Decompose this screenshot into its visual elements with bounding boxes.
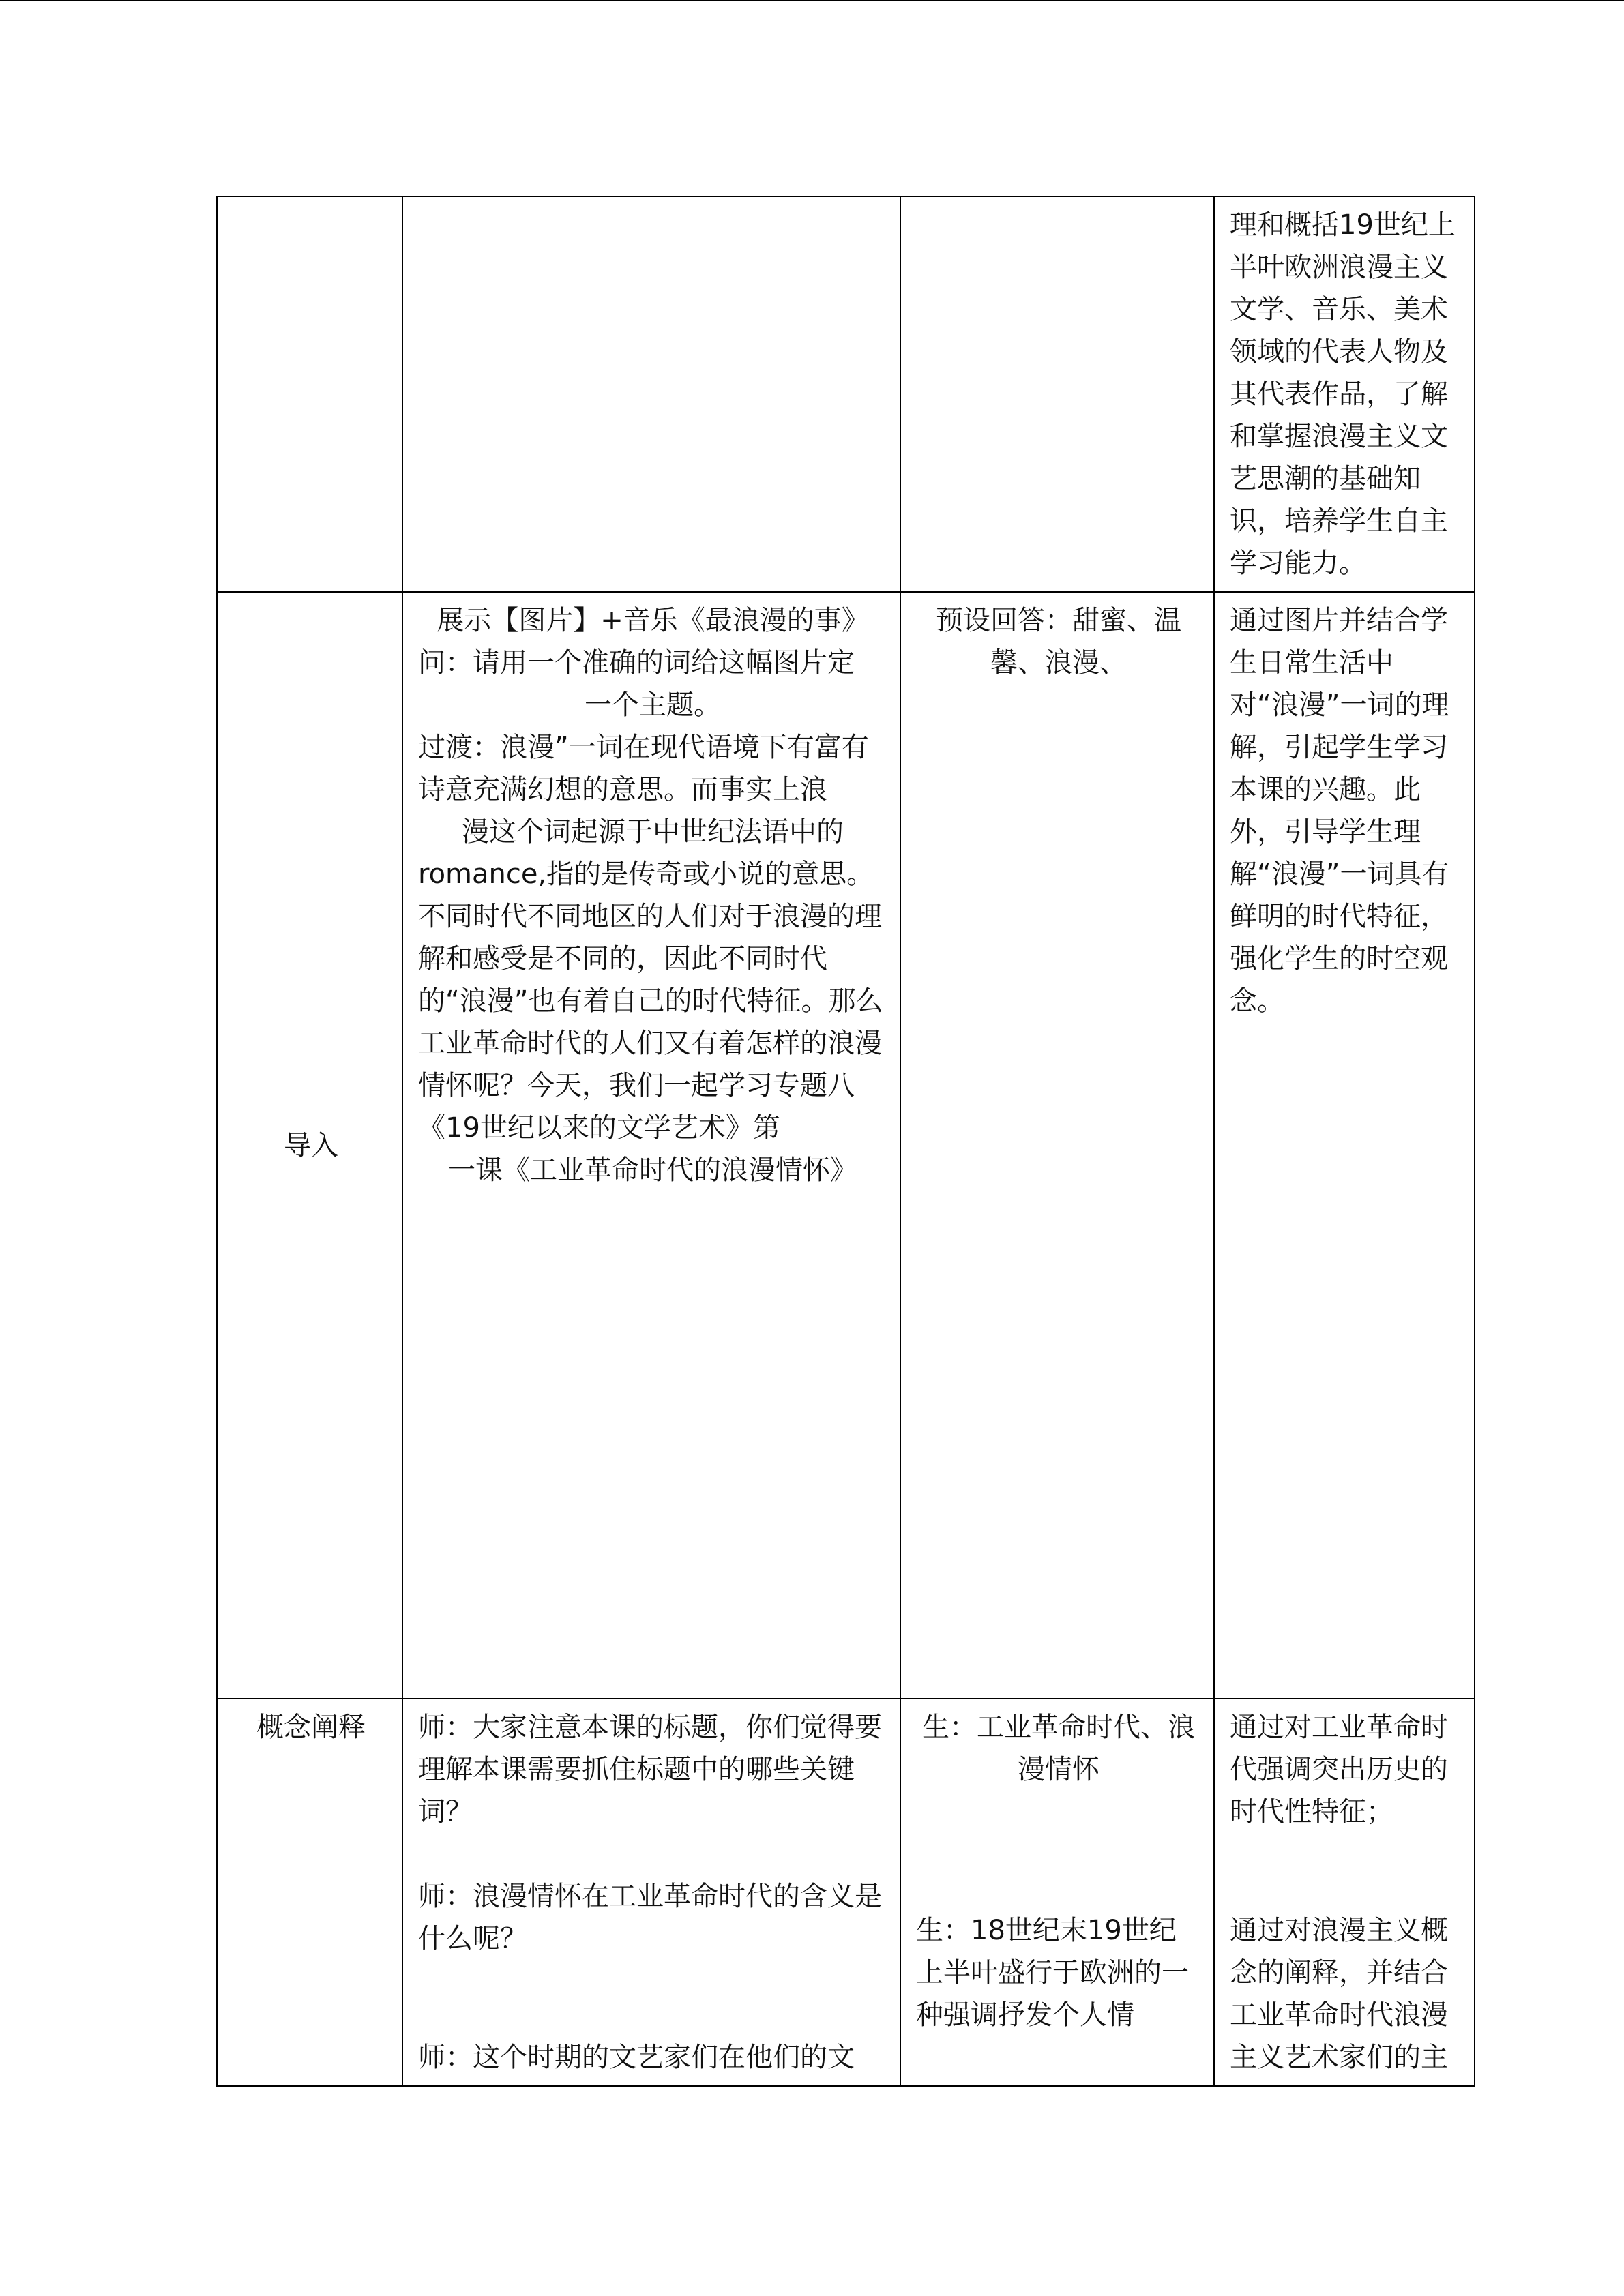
design-purpose-text: 理和概括19世纪上半叶欧洲浪漫主义文学、音乐、美术领域的代表人物及其代表作品，了解和掌握浪漫主义文艺思潮的基础知识，培养学生自主学习能力。 xyxy=(1230,209,1456,579)
teacher-activity-cell xyxy=(402,196,900,592)
design-purpose-cell xyxy=(1214,592,1475,1699)
table-row xyxy=(217,196,1475,592)
lesson-plan-table xyxy=(216,196,1475,2087)
design-purpose-cell xyxy=(1214,1699,1475,2086)
teacher-text: romance,指的是传奇或小说的意思。不同时代不同地区的人们对于浪漫的理解和感受是不同的，因此不同时代的“浪漫”也有着自己的时代特征。那么工业革命时代的人们又有着怎样的浪漫情怀呢？今天，我们一起学习专题八《19世纪以来的文学艺术》第 xyxy=(418,859,883,1144)
stage-label: 概念阐释 xyxy=(256,1712,366,1743)
teacher-activity-cell xyxy=(402,1699,900,2086)
student-text: 生：18世纪末19世纪上半叶盛行于欧洲的一种强调抒发个人情 xyxy=(916,1915,1189,2031)
teacher-text: 师：这个时期的文艺家们在他们的文 xyxy=(418,2042,855,2073)
table-row xyxy=(217,1699,1475,2086)
student-text: 预设回答：甜蜜、温馨、浪漫、 xyxy=(936,605,1181,679)
teacher-text: 一课《工业革命时代的浪漫情怀》 xyxy=(448,1154,857,1186)
student-activity-cell xyxy=(900,196,1214,592)
stage-cell xyxy=(217,592,402,1699)
design-purpose-cell xyxy=(1214,196,1475,592)
teacher-text: 展示【图片】+音乐《最浪漫的事》 xyxy=(437,605,869,636)
teacher-text: 师：浪漫情怀在工业革命时代的含义是什么呢？ xyxy=(418,1881,882,1954)
design-purpose-text: 通过对浪漫主义概念的阐释，并结合工业革命时代浪漫主义艺术家们的主 xyxy=(1230,1915,1448,2073)
table-row xyxy=(217,592,1475,1699)
teacher-activity-cell xyxy=(402,592,900,1699)
student-activity-cell xyxy=(900,1699,1214,2086)
teacher-text: 一个主题。 xyxy=(585,689,721,721)
student-activity-cell xyxy=(900,592,1214,1699)
teacher-text: 问：请用一个准确的词给这幅图片定 xyxy=(418,647,855,679)
teacher-text: 过渡：浪漫”一词在现代语境下有富有诗意充满幻想的意思。而事实上浪 xyxy=(418,732,869,805)
teacher-text: 漫这个词起源于中世纪法语中的 xyxy=(462,816,844,848)
design-purpose-text: 通过对工业革命时代强调突出历史的时代性特征； xyxy=(1230,1712,1448,1828)
teacher-text: 师：大家注意本课的标题，你们觉得要理解本课需要抓住标题中的哪些关键词？ xyxy=(418,1712,882,1828)
design-purpose-text: 通过图片并结合学生日常生活中对“浪漫”一词的理解，引起学生学习本课的兴趣。此外，引导学生理解“浪漫”一词具有鲜明的时代特征，强化学生的时空观念。 xyxy=(1230,605,1449,1017)
student-text: 生：工业革命时代、浪漫情怀 xyxy=(922,1712,1195,1785)
stage-cell xyxy=(217,1699,402,2086)
stage-cell xyxy=(217,196,402,592)
stage-label: 导入 xyxy=(284,1129,338,1161)
page-top-border xyxy=(0,0,1624,1)
